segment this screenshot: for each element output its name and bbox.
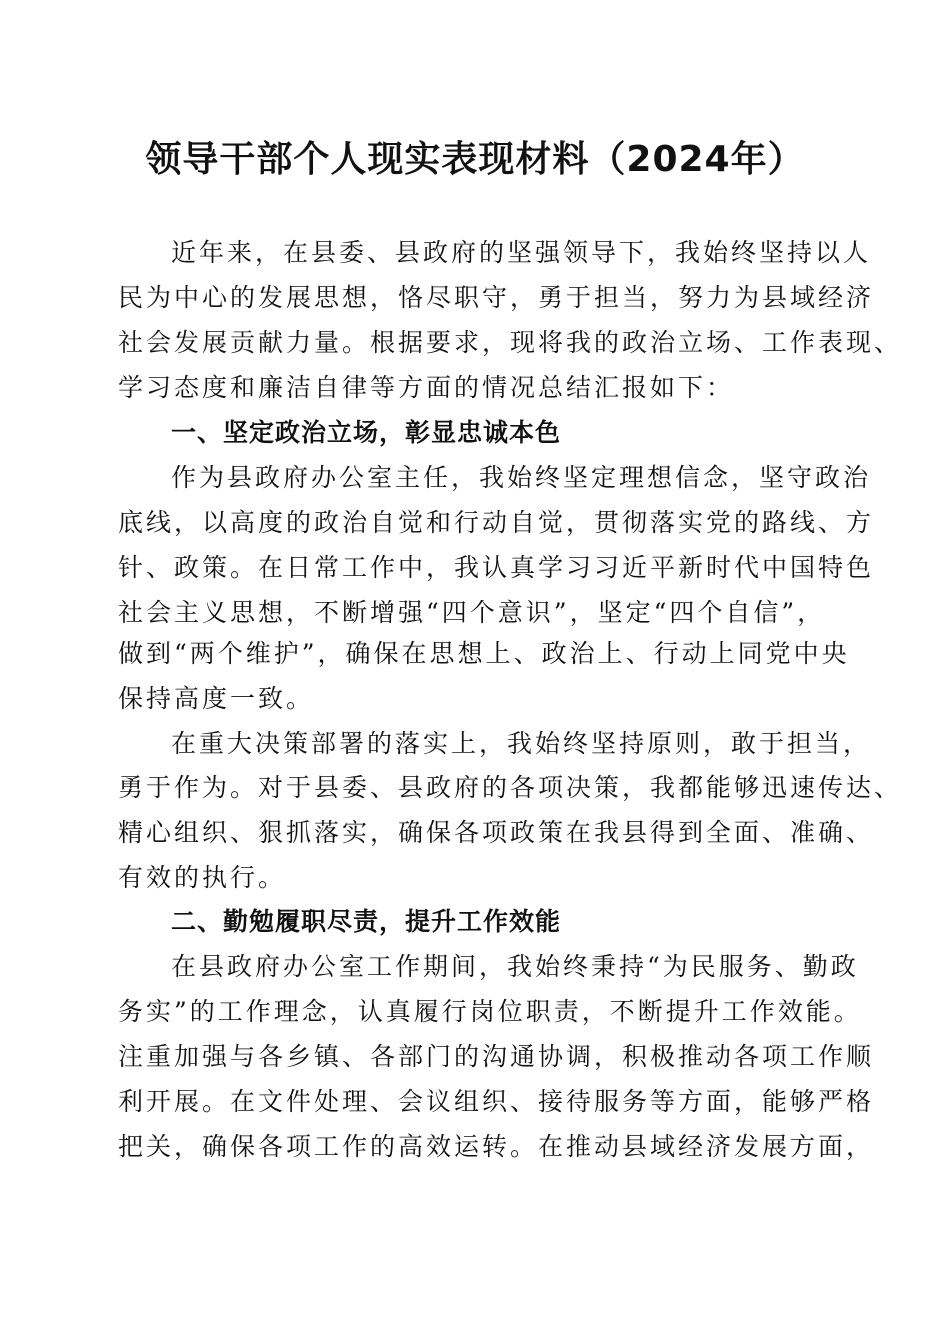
section-2-heading: 二、勤勉履职尽责，提升工作效能 (171, 907, 562, 936)
section-1-para-1-line-3: 针、政策。在日常工作中，我认真学习习近平新时代中国特色 (118, 553, 875, 582)
section-2-para-1-line-1: 在县政府办公室工作期间，我始终秉持“为民服务、勤政 (171, 952, 859, 981)
section-1-heading: 一、坚定政治立场，彰显忠诚本色 (171, 418, 562, 447)
intro-line-4: 学习态度和廉洁自律等方面的情况总结汇报如下： (118, 373, 735, 402)
section-1-para-2-line-4: 有效的执行。 (118, 863, 287, 892)
section-2-para-1-line-2: 务实”的工作理念，认真履行岗位职责，不断提升工作效能。 (118, 997, 862, 1026)
section-1-para-1-line-1: 作为县政府办公室主任，我始终坚定理想信念，坚守政治 (171, 463, 872, 492)
section-2-para-1-line-5: 把关，确保各项工作的高效运转。在推动县域经济发展方面， (118, 1132, 875, 1161)
section-2-para-1-line-3: 注重加强与各乡镇、各部门的沟通协调，积极推动各项工作顺 (118, 1042, 875, 1071)
intro-line-2: 民为中心的发展思想，恪尽职守，勇于担当，努力为县域经济 (118, 283, 875, 312)
section-1-para-2-line-1: 在重大决策部署的落实上，我始终坚持原则，敢于担当， (171, 729, 872, 758)
section-1-para-1-line-2: 底线，以高度的政治自觉和行动自觉，贯彻落实党的路线、方 (118, 508, 875, 537)
intro-line-1: 近年来，在县委、县政府的坚强领导下，我始终坚持以人 (171, 238, 872, 267)
section-1-para-2-line-2: 勇于作为。对于县委、县政府的各项决策，我都能够迅速传达、 (118, 773, 903, 802)
section-1-para-1-line-5: 做到“两个维护”，确保在思想上、政治上、行动上同党中央 (118, 639, 850, 668)
section-1-para-1-line-4: 社会主义思想，不断增强“四个意识”，坚定“四个自信”， (118, 598, 826, 627)
section-1-para-2-line-3: 精心组织、狠抓落实，确保各项政策在我县得到全面、准确、 (118, 818, 875, 847)
section-2-para-1-line-4: 利开展。在文件处理、会议组织、接待服务等方面，能够严格 (118, 1087, 875, 1116)
document-title: 领导干部个人现实表现材料（2024年） (145, 139, 805, 180)
section-1-para-1-line-6: 保持高度一致。 (118, 684, 315, 713)
intro-line-3: 社会发展贡献力量。根据要求，现将我的政治立场、工作表现、 (118, 328, 903, 357)
